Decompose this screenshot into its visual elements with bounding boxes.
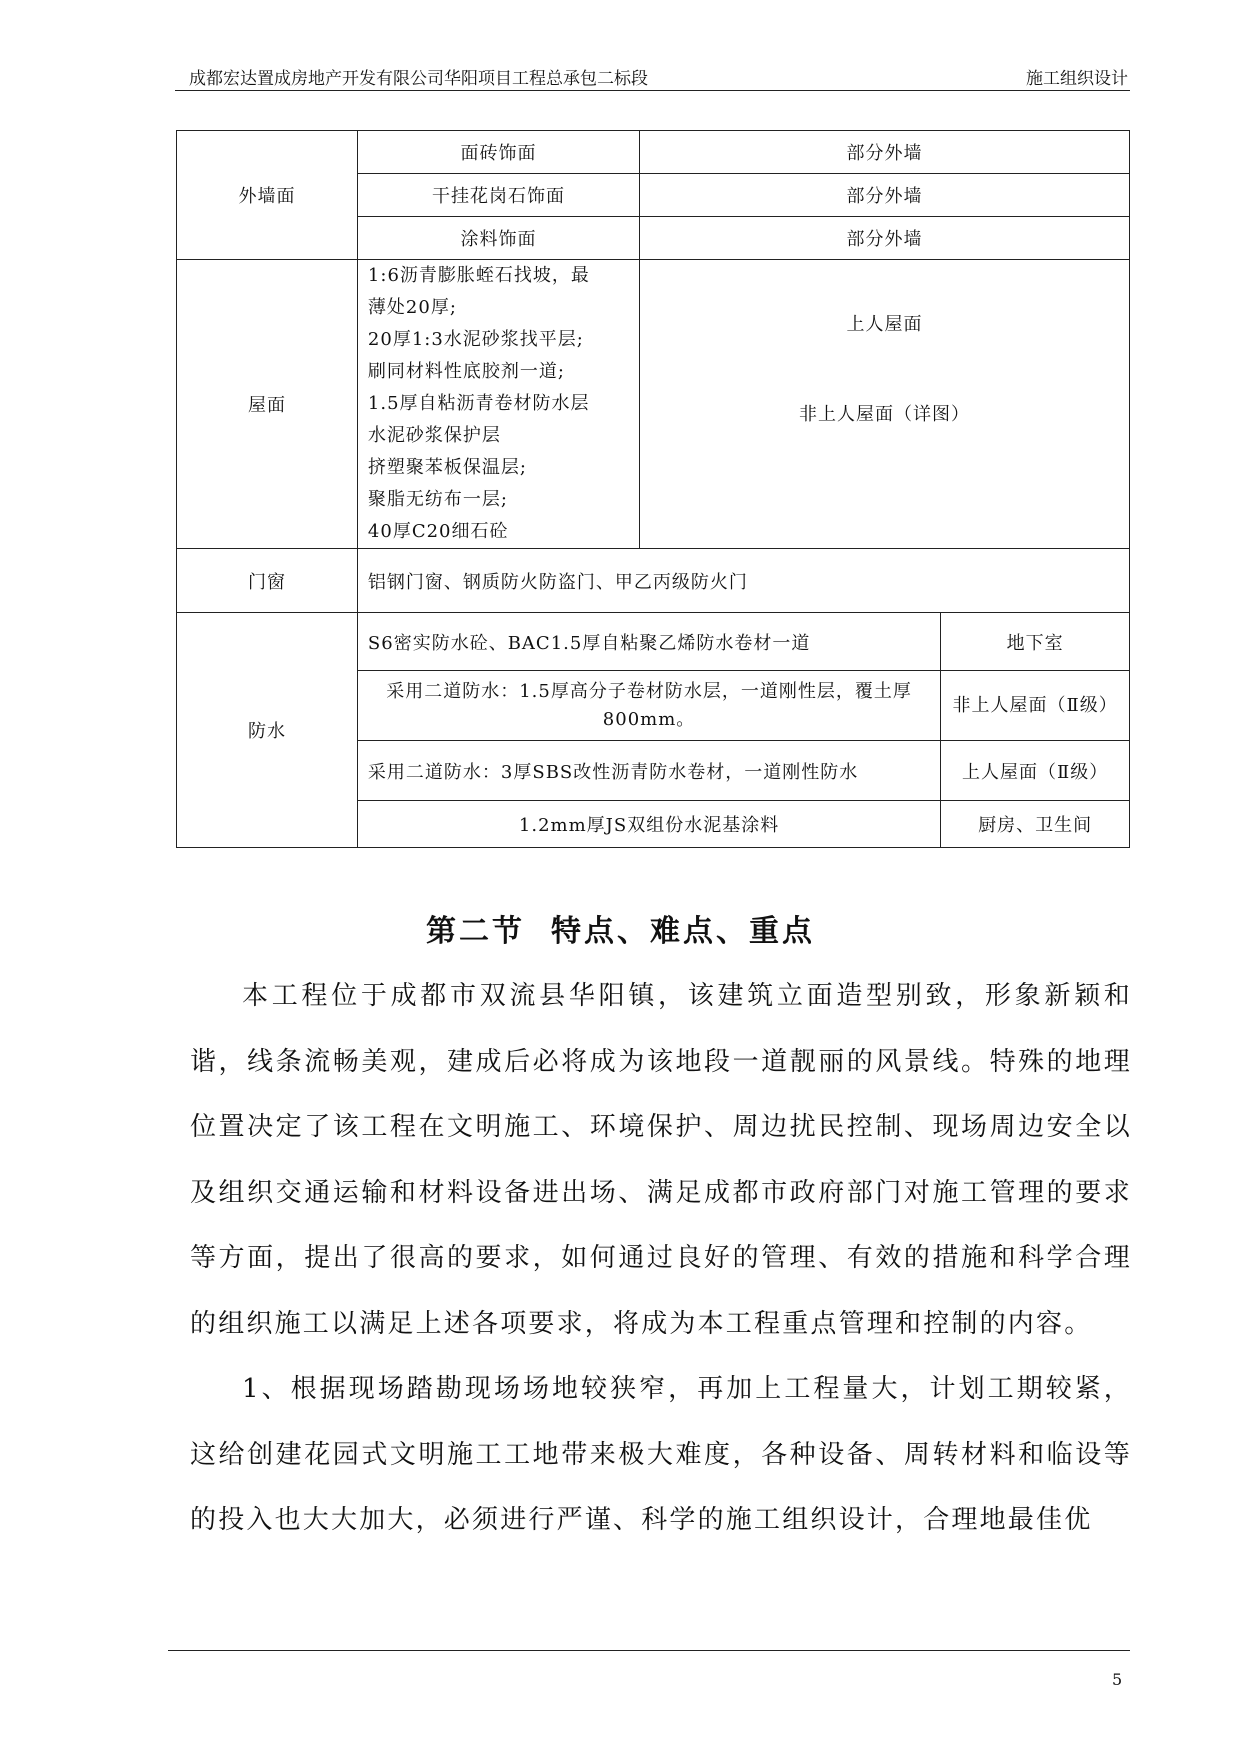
- doors-windows-desc: 铝钢门窗、钢质防火防盗门、甲乙丙级防火门: [357, 549, 1129, 613]
- waterproof-desc: 1.2mm厚JS双组份水泥基涂料: [357, 801, 940, 848]
- location-cell: 部分外墙: [640, 131, 1130, 174]
- section-number: 第二节: [426, 914, 525, 949]
- waterproof-desc: 采用二道防水：3厚SBS改性沥青防水卷材，一道刚性防水: [357, 741, 940, 801]
- header-doc-type: 施工组织设计: [1026, 69, 1128, 89]
- paragraph: 本工程位于成都市双流县华阳镇，该建筑立面造型别致，形象新颖和谐，线条流畅美观，建成后必将成为该地段一道靓丽的风景线。特殊的地理位置决定了该工程在文明施工、环境保护、周边扰民控制、现场周边安全以及组织交通运输和材料设备进出场、满足成都市政府部门对施工管理的要求等方面，提出了很高的要求，如何通过良好的管理、有效的措施和科学合理的组织施工以满足上述各项要求，将成为本工程重点管理和控制的内容。: [190, 981, 1132, 1339]
- category-roof: 屋面: [177, 260, 358, 549]
- roof-layer-line: 20厚1:3水泥砂浆找平层;: [367, 329, 584, 350]
- roof-layer-line: 40厚C20细石砼: [367, 521, 509, 542]
- paragraph: 1、根据现场踏勘现场场地较狭窄，再加上工程量大，计划工期较紧，这给创建花园式文明施工工地带来极大难度，各种设备、周转材料和临设等的投入也大大加大，必须进行严谨、科学的施工组织设计，合理地最佳优: [190, 1374, 1132, 1535]
- roof-layer-line: 水泥砂浆保护层: [367, 425, 501, 446]
- header-project-name: 成都宏达置成房地产开发有限公司华阳项目工程总承包二标段: [189, 69, 648, 89]
- body-text: [190, 964, 1132, 1554]
- waterproof-location: 上人屋面（Ⅱ级）: [941, 741, 1130, 801]
- roof-layer-line: 挤塑聚苯板保温层;: [367, 457, 527, 478]
- finish-cell: 干挂花岗石饰面: [357, 174, 639, 217]
- roof-type-non-accessible: 非上人屋面（详图）: [640, 386, 1130, 548]
- table-row: [177, 613, 1130, 671]
- waterproof-location: 厨房、卫生间: [941, 801, 1130, 848]
- waterproof-location: 地下室: [941, 613, 1130, 671]
- roof-layers: [357, 260, 639, 549]
- waterproof-desc: 采用二道防水：1.5厚高分子卷材防水层，一道刚性层，覆土厚800mm。: [357, 671, 940, 741]
- roof-layer-line: 聚脂无纺布一层;: [367, 489, 508, 510]
- table-row: [177, 131, 1130, 174]
- category-waterproofing: 防水: [177, 613, 358, 848]
- roof-layer-line: 1:6沥青膨胀蛭石找坡，最: [367, 265, 590, 286]
- location-cell: 部分外墙: [640, 174, 1130, 217]
- section-heading: 特点、难点、重点: [551, 914, 815, 949]
- footer-rule: [168, 1650, 1130, 1651]
- page-header: [175, 60, 1130, 91]
- page-number: 5: [1112, 1670, 1123, 1689]
- category-exterior-wall: 外墙面: [177, 131, 358, 260]
- roof-layer-line: 刷同材料性底胶剂一道;: [367, 361, 565, 382]
- finish-cell: 面砖饰面: [357, 131, 639, 174]
- section-title: [0, 906, 1241, 950]
- construction-spec-table: [176, 130, 1130, 848]
- category-doors-windows: 门窗: [177, 549, 358, 613]
- waterproof-location: 非上人屋面（Ⅱ级）: [941, 671, 1130, 741]
- table-row: [177, 260, 1130, 387]
- roof-layer-line: 薄处20厚;: [367, 297, 457, 318]
- finish-cell: 涂料饰面: [357, 217, 639, 260]
- roof-type-accessible: 上人屋面: [640, 260, 1130, 387]
- roof-layer-line: 1.5厚自粘沥青卷材防水层: [367, 393, 590, 414]
- location-cell: 部分外墙: [640, 217, 1130, 260]
- waterproof-desc: S6密实防水砼、BAC1.5厚自粘聚乙烯防水卷材一道: [357, 613, 940, 671]
- table-row: [177, 549, 1130, 613]
